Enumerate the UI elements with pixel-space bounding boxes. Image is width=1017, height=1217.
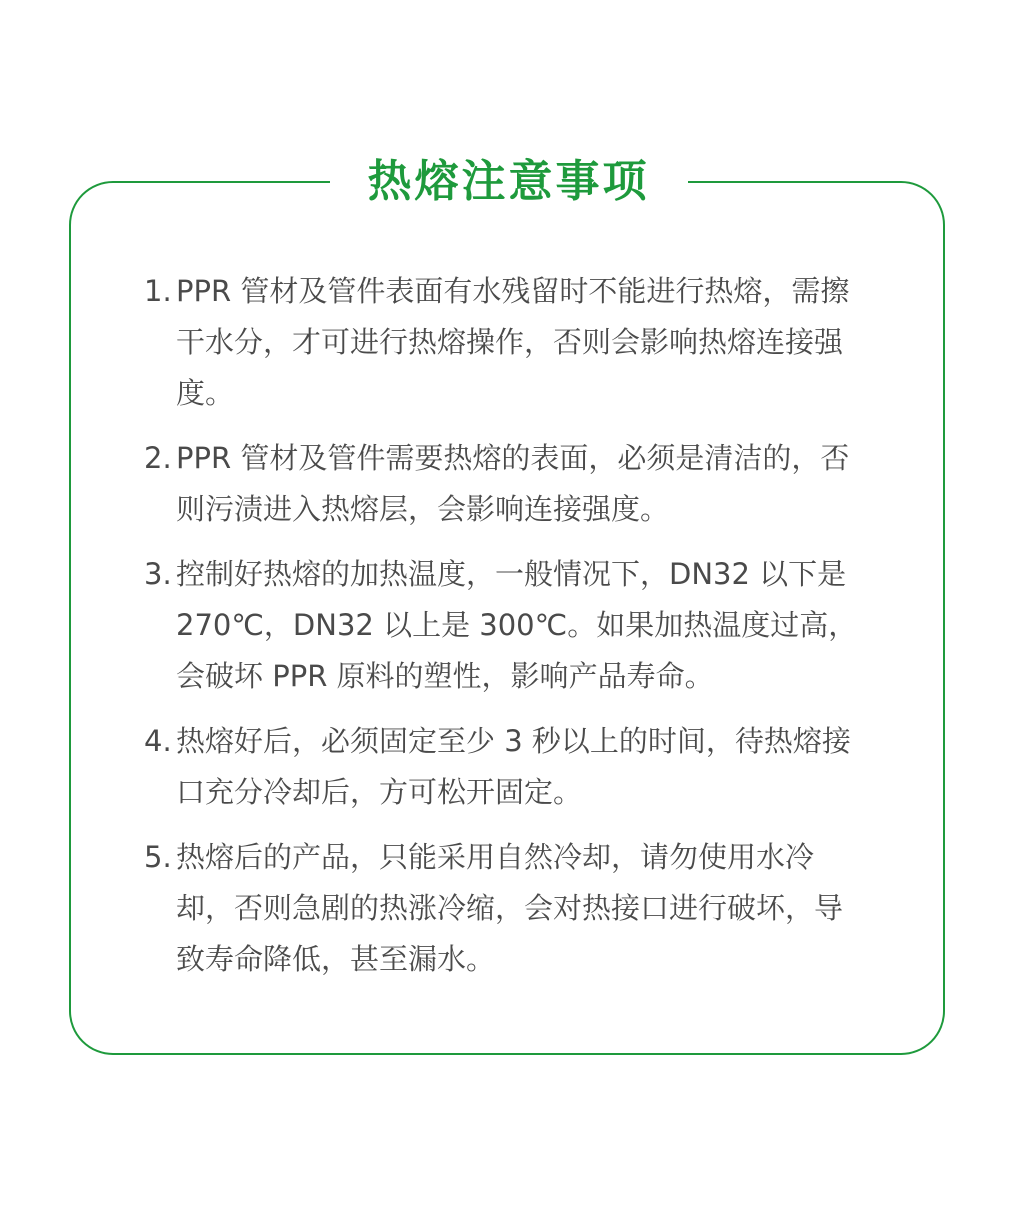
title-area — [0, 152, 1017, 212]
page-title: 热熔注意事项 — [330, 152, 688, 212]
item-number: 1. — [144, 274, 172, 308]
item-number: 4. — [144, 724, 172, 758]
item-text: 控制好热熔的加热温度，一般情况下，DN32 以下是 270℃，DN32 以上是 300℃。如果加热温度过高，会破坏 PPR 原料的塑性，影响产品寿命。 — [176, 557, 858, 693]
list-item — [144, 549, 860, 702]
item-number: 3. — [144, 557, 172, 591]
list-item — [144, 832, 860, 985]
item-number: 2. — [144, 441, 172, 475]
list-item — [144, 266, 860, 419]
list-item — [144, 716, 860, 818]
item-text: 热熔后的产品，只能采用自然冷却，请勿使用水冷却，否则急剧的热涨冷缩，会对热接口进行破坏，导致寿命降低，甚至漏水。 — [176, 840, 844, 976]
item-text: PPR 管材及管件需要热熔的表面，必须是清洁的，否则污渍进入热熔层，会影响连接强度。 — [176, 441, 850, 526]
item-text: 热熔好后，必须固定至少 3 秒以上的时间，待热熔接口充分冷却后，方可松开固定。 — [176, 724, 851, 809]
item-text: PPR 管材及管件表面有水残留时不能进行热熔，需擦干水分，才可进行热熔操作，否则会影响热熔连接强度。 — [176, 274, 850, 410]
item-number: 5. — [144, 840, 172, 874]
list-item — [144, 433, 860, 535]
notice-list — [144, 266, 860, 999]
